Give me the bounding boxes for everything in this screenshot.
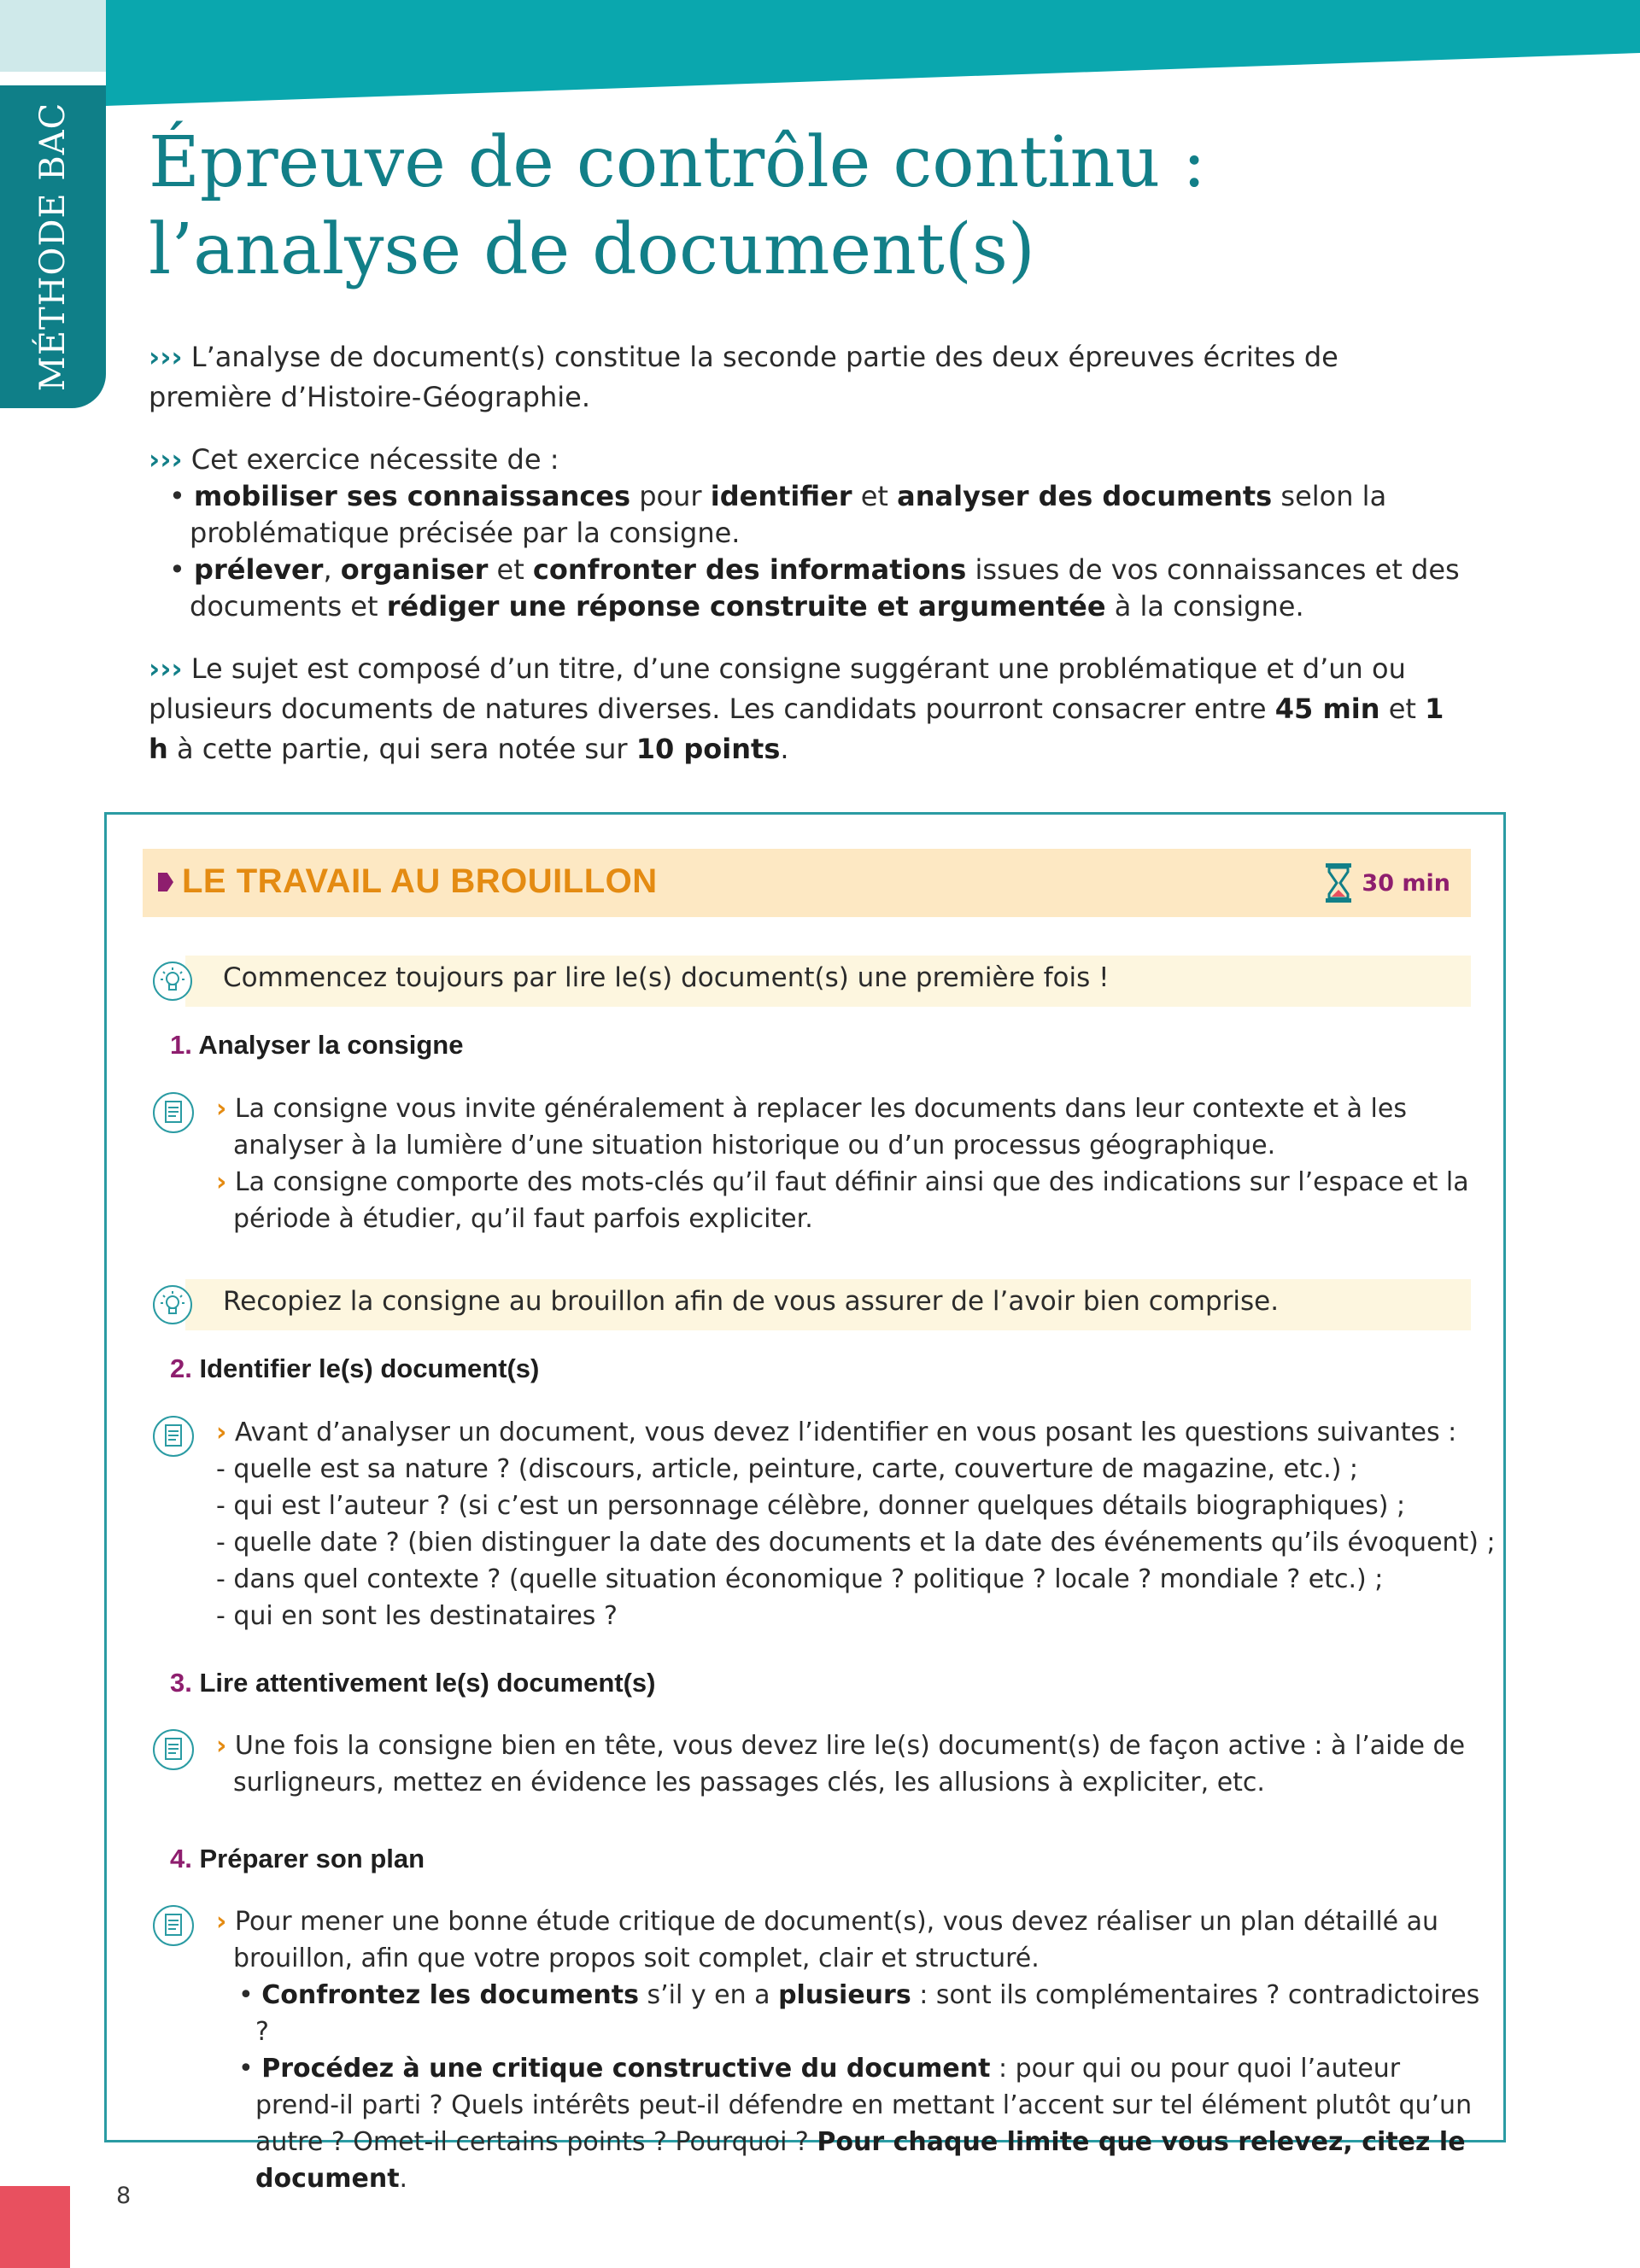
box-header xyxy=(143,849,1471,917)
document-icon xyxy=(151,1414,196,1458)
lightbulb-icon xyxy=(151,960,194,1002)
step-4-line-1: › Pour mener une bonne étude critique de document(s), vous devez réaliser un plan détaillé au brouillon, afin que votre propos soit complet, clair et structuré. xyxy=(216,1907,1439,1973)
step-4-bullet-1: • Confrontez les documents s’il y en a plusieurs : sont ils complémentaires ? contradictoires ? xyxy=(238,1980,1480,2047)
question-item: - quelle date ? (bien distinguer la date des documents et la date des événements qu’ils évoquent) ; xyxy=(216,1528,1496,1558)
intro-paragraph-2: ››› Cet exercice nécessite de : xyxy=(149,443,559,476)
tag-marker-icon xyxy=(158,873,173,891)
title-line-2: l’analyse de document(s) xyxy=(149,209,1035,290)
intro-paragraph-3: ››› Le sujet est composé d’un titre, d’une consigne suggérant une problématique et d’un ou plusieurs documents de natures diverses. Les candidats pourront consacrer entre 45 min et 1 h à cette partie, qui sera notée sur 10 points. xyxy=(149,652,1444,765)
side-tab xyxy=(0,85,106,408)
step-2-lead: › Avant d’analyser un document, vous devez l’identifier en vous posant les questions suivantes : xyxy=(216,1418,1457,1447)
tip-2 xyxy=(151,1279,1471,1330)
step-2-heading: 2. Identifier le(s) document(s) xyxy=(170,1353,540,1383)
step-3-heading: 3. Lire attentivement le(s) document(s) xyxy=(170,1668,656,1698)
step-1-heading: 1. Analyser la consigne xyxy=(170,1030,464,1060)
step-4-heading: 4. Préparer son plan xyxy=(170,1844,425,1873)
document-icon xyxy=(151,1090,196,1135)
title-line-1: Épreuve de contrôle continu : xyxy=(149,122,1206,203)
step-3-line-1: › Une fois la consigne bien en tête, vous devez lire le(s) document(s) de façon active : à l’aide de surligneurs, mettez en évidence les passages clés, les allusions à expliciter, etc. xyxy=(216,1731,1466,1797)
page-title xyxy=(149,120,1515,294)
document-icon xyxy=(151,1727,196,1772)
chevrons-icon: ››› xyxy=(149,652,183,685)
intro-paragraph-1: ››› L’analyse de document(s) constitue la seconde partie des deux épreuves écrites de première d’Histoire-Géographie. xyxy=(149,341,1338,413)
page-number: 8 xyxy=(116,2183,132,2209)
intro-section xyxy=(149,337,1468,793)
tip-1-text: Commencez toujours par lire le(s) document(s) une première fois ! xyxy=(223,962,1110,993)
hourglass-icon xyxy=(1324,862,1353,904)
box-title: LE TRAVAIL AU BROUILLON xyxy=(182,862,658,900)
question-item: - quelle est sa nature ? (discours, article, peinture, carte, couverture de magazine, etc.) ; xyxy=(216,1454,1359,1484)
intro-bullet-1: • mobiliser ses connaissances pour identifier et analyser des documents selon la problématique précisée par la consigne. xyxy=(169,480,1387,549)
step-1-line-2: › La consigne comporte des mots-clés qu’il faut définir ainsi que des indications sur l’espace et la période à étudier, qu’il faut parfois expliciter. xyxy=(216,1167,1469,1234)
chevrons-icon: ››› xyxy=(149,341,183,373)
intro-bullet-2: • prélever, organiser et confronter des informations issues de vos connaissances et des documents et rédiger une réponse construite et argumentée à la consigne. xyxy=(169,553,1460,623)
question-item: - dans quel contexte ? (quelle situation économique ? politique ? locale ? mondiale ? etc.) ; xyxy=(216,1564,1384,1594)
step-4-bullet-2: • Procédez à une critique constructive du document : pour qui ou pour quoi l’auteur prend-il parti ? Quels intérêts peut-il défendre en mettant l’accent sur tel élément plutôt qu’un autre ? Omet-il certains points ? Pourquoi ? Pour chaque limite que vous relevez, citez le document. xyxy=(238,2054,1473,2194)
duration xyxy=(1324,859,1450,907)
side-tab-label: MÉTHODE BAC xyxy=(33,102,73,392)
tip-1 xyxy=(151,956,1471,1007)
document-icon xyxy=(151,1903,196,1948)
duration-label: 30 min xyxy=(1362,869,1450,897)
question-item: - qui est l’auteur ? (si c’est un personnage célèbre, donner quelques détails biographiques) ; xyxy=(216,1491,1406,1521)
tip-2-text: Recopiez la consigne au brouillon afin de vous assurer de l’avoir bien comprise. xyxy=(223,1286,1280,1317)
step-1-line-1: › La consigne vous invite généralement à replacer les documents dans leur contexte et à les analyser à la lumière d’une situation historique ou d’un processus géographique. xyxy=(216,1094,1407,1160)
method-box xyxy=(104,812,1506,2194)
question-item: - qui en sont les destinataires ? xyxy=(216,1601,618,1631)
lightbulb-icon xyxy=(151,1283,194,1326)
page-corner-bar xyxy=(0,2186,70,2268)
top-banner xyxy=(0,0,1640,111)
chevrons-icon: ››› xyxy=(149,443,183,476)
